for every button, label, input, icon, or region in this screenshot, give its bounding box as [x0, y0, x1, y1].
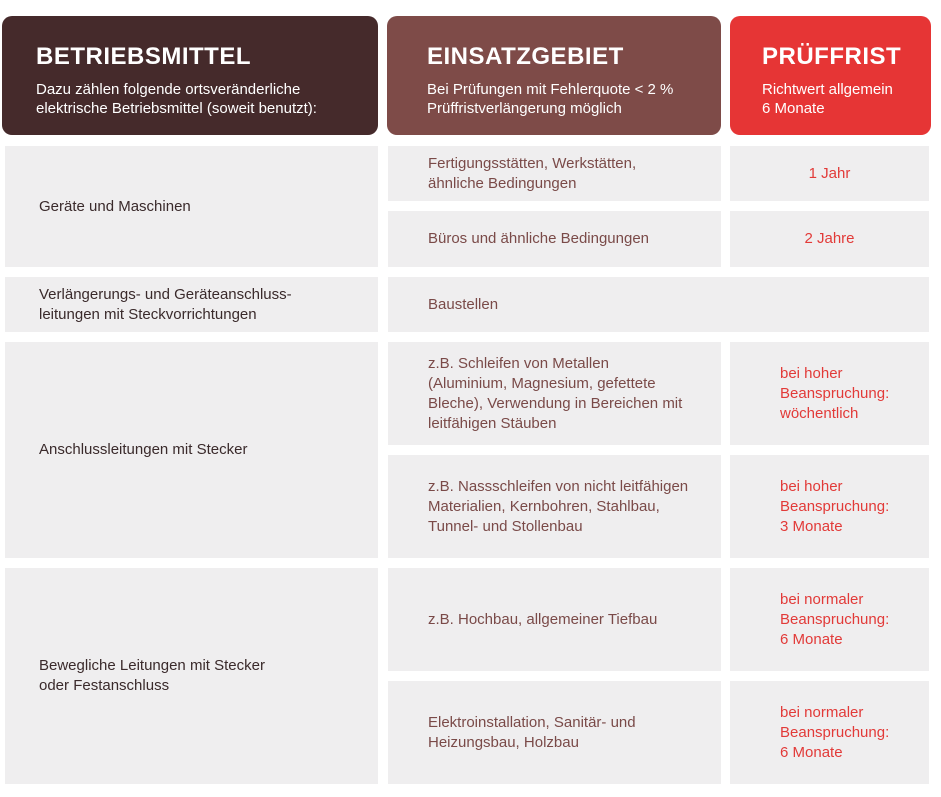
header-subtitle: Dazu zählen folgende ortsveränderliche elektrische Betriebsmittel (soweit benutzt): [36, 81, 317, 117]
table-row-label: Geräte und Maschinen [5, 146, 378, 267]
header-subtitle: Bei Prüfungen mit Fehlerquote < 2 % Prüffristverlängerung möglich [427, 81, 674, 117]
table-cell-prueffrist: 2 Jahre [730, 211, 929, 267]
table-cell-einsatzgebiet: Baustellen [388, 277, 929, 332]
table-cell-prueffrist: bei normaler Beanspruchung: 6 Monate [730, 568, 929, 671]
table-cell-prueffrist: bei hoher Beanspruchung: 3 Monate [730, 455, 929, 558]
table-cell-prueffrist: bei hoher Beanspruchung: wöchentlich [730, 342, 929, 445]
table-cell-einsatzgebiet: z.B. Hochbau, allgemeiner Tiefbau [388, 568, 721, 671]
table-cell-einsatzgebiet: z.B. Schleifen von Metallen (Aluminium, Magnesium, gefettete Bleche), Verwendung in Bereichen mit leitfähigen Stäuben [388, 342, 721, 445]
table-row-label: Verlängerungs- und Geräteanschluss- leitungen mit Steckvorrichtungen [5, 277, 378, 332]
header-prueffrist [730, 16, 931, 135]
header-title: BETRIEBSMITTEL [36, 43, 251, 70]
table-row-label: Bewegliche Leitungen mit Stecker oder Festanschluss [5, 568, 378, 784]
table-cell-einsatzgebiet: z.B. Nassschleifen von nicht leitfähigen Materialien, Kernbohren, Stahlbau, Tunnel- und Stollenbau [388, 455, 721, 558]
table-cell-einsatzgebiet: Büros und ähnliche Bedingungen [388, 211, 721, 267]
header-title: EINSATZGEBIET [427, 43, 624, 70]
table-row-label: Anschlussleitungen mit Stecker [5, 342, 378, 558]
table-cell-prueffrist: 1 Jahr [730, 146, 929, 201]
table-cell-einsatzgebiet: Elektroinstallation, Sanitär- und Heizungsbau, Holzbau [388, 681, 721, 784]
header-einsatzgebiet [387, 16, 721, 135]
table-cell-prueffrist: bei normaler Beanspruchung: 6 Monate [730, 681, 929, 784]
header-betriebsmittel [2, 16, 378, 135]
header-title: PRÜFFRIST [762, 43, 902, 70]
table-cell-einsatzgebiet: Fertigungsstätten, Werkstätten, ähnliche Bedingungen [388, 146, 721, 201]
header-subtitle: Richtwert allgemein 6 Monate [762, 81, 893, 117]
